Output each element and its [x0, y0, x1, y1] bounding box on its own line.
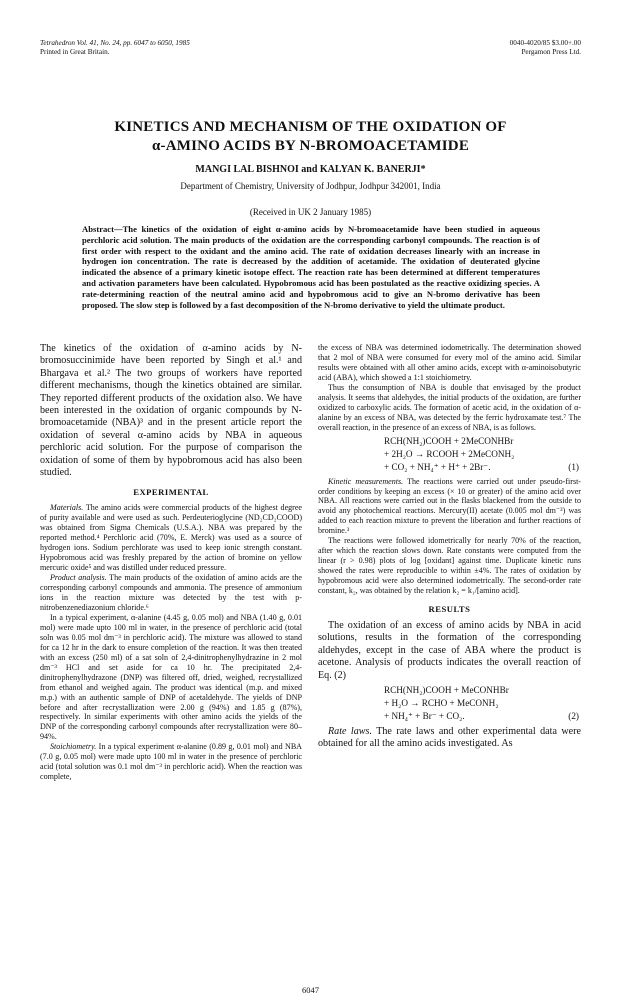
page-number: 6047: [302, 985, 319, 995]
rate-laws-label: Rate laws.: [328, 726, 372, 738]
product-text: The main products of the oxidation of amino acids are the corresponding carbonyl compounds and ammonia. The presence of ammonium ions in the reaction mixture was detected by the test with p-nitrobenzenediazonium chloride.⁶: [40, 573, 302, 612]
abstract-text: —The kinetics of the oxidation of eight α-amino acids by N-bromoacetamide have been studied in aqueous perchloric acid solution. The main products of the oxidation are the corresponding carbonyl compounds. The reaction is of first order with respect to the oxidant and the amino acid. The rate of oxidation decreases linearly with an increase in hydrogen ion concentration. The rate is decreased by the addition of acetamide. The oxidation of deuterated glycine indicated the absence of a primary kinetic isotope effect. The reaction rate has been determined at different temperatures and activation parameters have been calculated. Hypobromous acid has been postulated as the reactive oxidizing species. A rate-determining reaction of the neutral amino acid and hypobromous acid to give an N-bromo derivative has been proposed. The slow step is followed by a fast decomposition of the N-bromo derivative to yield the ultimate product.: [82, 224, 540, 310]
kinetic-paragraph: [318, 477, 581, 537]
abstract: [82, 224, 540, 310]
equation-2-number: (2): [568, 711, 579, 722]
abstract-label: Abstract: [82, 224, 114, 234]
rate-laws-text: The rate laws and other experimental data were obtained for all the amino acids investigated. As: [318, 726, 581, 750]
rate-laws-paragraph: [318, 726, 581, 751]
consumption-paragraph: Thus the consumption of NBA is double that envisaged by the product analysis. It seems that aldehydes, the initial products of the oxidation, are further oxidized to carboxylic acids. The formation of acetic acid, in the oxidation of α-alanine by an excess of NBA, was detected by the ferric hydroxamate test.⁷ The overall reaction, in the presence of an excess of NBA, is as follows.: [318, 382, 581, 432]
equation-2: [318, 684, 581, 723]
kinetic-text: The reactions were carried out under pseudo-first-order conditions by keeping an excess (× 10 or greater) of the amino acid over NBA. All reactions were carried out in the flasks blackened from the outside to avoid any photochemical reactions. Mercury(II) acetate (0.005 mol dm⁻³) was added to each reaction mixture to prevent the liberation and further reactions of bromine.³: [318, 476, 581, 536]
results-heading: RESULTS: [428, 604, 471, 615]
product-paragraph: [40, 573, 302, 613]
left-column: [40, 343, 302, 782]
typical-experiment-paragraph: In a typical experiment, α-alanine (4.45 g, 0.05 mol) and NBA (1.40 g, 0.01 mol) were made upto 100 ml in water, in the presence of perchloric acid (total soln was 0.05 mol dm⁻³ in perchloric acid). The mixture was allowed to stand for ca 12 hr in the dark to ensure completion of the reaction. It was then treated with an excess (250 ml) of a sat soln of 2,4-dinitrophenylhydrazine in 2 mol dm⁻³ HCl and set aside for ca 10 hr. The precipitated 2,4-dinitrophenylhydrazone (DNP) was filtered off, dried, weighed, recrystallized from ethanol and weighed again. The product was identical (m.p. and mixed m.p.) with an authentic sample of DNP of acetaldehyde. The yields of DNP before and after recrystallization were 2.00 g (94%) and 1.85 g (87%), respectively. In similar experiments with other amino acids the yields of the DNP of the corresponding carbonyl compounds after recrystallization were 80–94%.: [40, 612, 302, 742]
journal-header-right: [510, 39, 581, 57]
equation-1: [318, 435, 581, 474]
journal-header-left: [40, 39, 190, 57]
intro-paragraph: The kinetics of the oxidation of α-amino acids by N-bromosuccinimide have been reported by Singh et al.¹ and Bhargava et al.² The two groups of workers have reported different mechanisms, though the kinetics obtained are similar. They reported different products of the oxidation also. We have been interested in the oxidation of organic compounds by N-bromoacetamide (NBA)³ and in the present article report the oxidation of several α-amino acids by NBA in aqueous perchloric acid solution. For the purpose of comparison the oxidation of some of them by hypobromous acid has also been studied.: [40, 343, 302, 479]
kinetic-label: Kinetic measurements.: [328, 476, 404, 486]
authors: MANGI LAL BISHNOI and KALYAN K. BANERJI*: [195, 164, 426, 175]
product-label: Product analysis.: [50, 573, 107, 583]
continuation-paragraph: the excess of NBA was determined iodometrically. The determination showed that 2 mol of NBA were consumed for every mol of the amino acid. Similar results were obtained with all other amino acids, except with α-aminoisobutyric acid (ABA), which showed a 1:1 stoichiometry.: [318, 343, 581, 382]
stoichiometry-text: In a typical experiment α-alanine (0.89 g, 0.01 mol) and NBA (7.0 g, 0.05 mol) were made upto 100 ml in water in the presence of perchloric acid (total solution was 0.1 mol dm⁻³ in perchloric acid). When the reaction was complete,: [40, 742, 302, 782]
stoichiometry-paragraph: [40, 742, 302, 782]
article-title: [40, 118, 581, 156]
issn-code: 0040-4020/85 $3.00+.00: [509, 39, 581, 47]
materials-text: The amino acids were commercial products of the highest degree of purity available and were used as such. Perdeuterioglycine (ND₂CD₂COOD) was obtained from Sigma Chemicals (U.S.A.). NBA was prepared by the reported method.⁴ Perchloric acid (70%, E. Merck) was used as a source of hydrogen ions. Sodium perchlorate was used to keep ionic strength constant. Hypobromous acid was freshly prepared by the action of bromine on yellow mercuric oxide⁵ and was distilled under reduced pressure.: [40, 503, 302, 573]
equation-1-line-3: + CO₂ + NH₄⁺ + H⁺ + 2Br⁻.: [384, 461, 491, 472]
materials-paragraph: [40, 503, 302, 573]
title-line-1: KINETICS AND MECHANISM OF THE OXIDATION OF: [114, 119, 507, 135]
equation-2-line-3: + NH₄⁺ + Br⁻ + CO₂.: [384, 711, 465, 722]
stoichiometry-label: Stoichiometry.: [50, 742, 97, 752]
affiliation: Department of Chemistry, University of Jodhpur, Jodhpur 342001, India: [180, 181, 441, 191]
equation-2-line-1: RCH(NH₂)COOH + MeCONHBr: [384, 685, 509, 696]
publisher: Pergamon Press Ltd.: [521, 48, 581, 56]
experimental-heading: EXPERIMENTAL: [133, 487, 209, 498]
journal-citation: Tetrahedron Vol. 41, No. 24, pp. 6047 to 6050, 1985: [40, 39, 190, 47]
materials-label: Materials.: [50, 503, 84, 513]
results-paragraph: The oxidation of an excess of amino acids by NBA in acid solutions, results in the formation of the corresponding aldehydes, except in the case of ABA where the product is acetone. Analysis of products indicates the overall reaction of Eq. (2): [318, 620, 581, 681]
equation-2-line-2: + H₂O → RCHO + MeCONH₂: [384, 698, 499, 709]
equation-1-line-1: RCH(NH₂)COOH + 2MeCONHBr: [384, 435, 514, 446]
equation-1-line-2: + 2H₂O → RCOOH + 2MeCONH₂: [384, 448, 515, 459]
right-column: [318, 343, 581, 751]
received-date: (Received in UK 2 January 1985): [249, 207, 372, 217]
printed-in: Printed in Great Britain.: [40, 48, 110, 56]
followed-paragraph: The reactions were followed idometrically for nearly 70% of the reaction, after which the reaction slows down. Rate constants were computed from the linear (r > 0.98) plots of log [oxidant] against time. Duplicate kinetic runs showed the rates were reproducible to within ±4%. The rates of oxidation by hypobromous acid were also determined iodometrically. The second-order rate constant, k₂, was obtained by the relation k₂ = k₁/[amino acid].: [318, 536, 581, 596]
equation-1-number: (1): [568, 461, 579, 472]
title-line-2: α-AMINO ACIDS BY N-BROMOACETAMIDE: [151, 138, 470, 154]
